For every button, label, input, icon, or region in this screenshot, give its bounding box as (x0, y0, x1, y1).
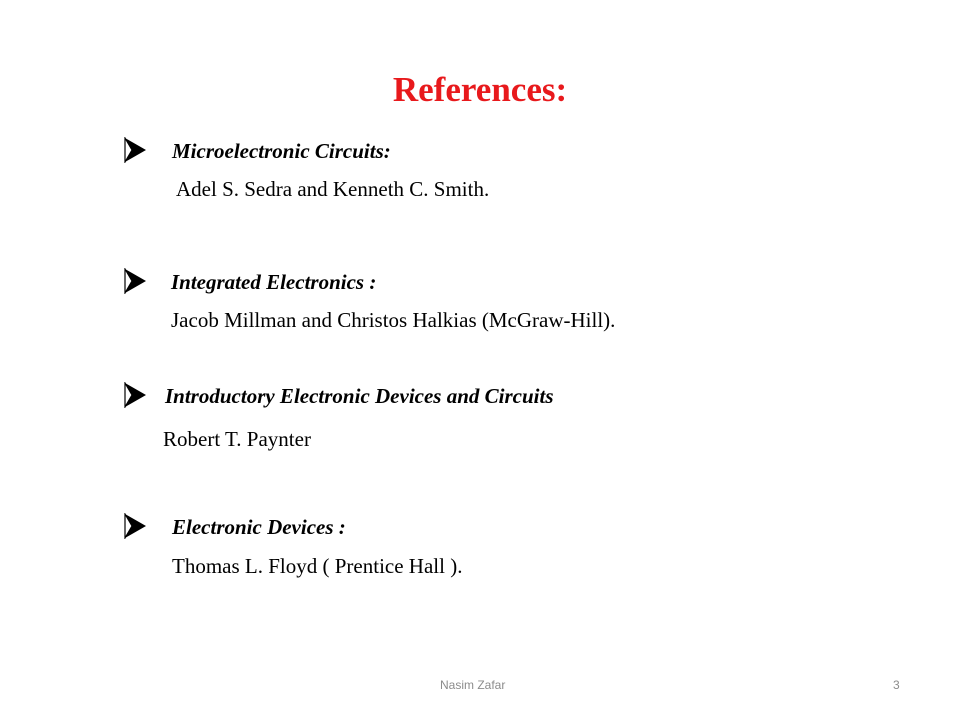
page-number: 3 (893, 678, 900, 692)
arrow-bullet-icon (124, 513, 148, 539)
reference-author: Thomas L. Floyd ( Prentice Hall ). (172, 554, 463, 578)
reference-title: Electronic Devices : (172, 515, 346, 539)
reference-title: Microelectronic Circuits: (172, 139, 391, 163)
reference-author: Robert T. Paynter (163, 427, 311, 451)
reference-title: Integrated Electronics : (171, 270, 377, 294)
footer-author: Nasim Zafar (440, 678, 506, 692)
arrow-bullet-icon (124, 382, 148, 408)
arrow-bullet-icon (124, 268, 148, 294)
reference-title: Introductory Electronic Devices and Circuits (165, 384, 554, 408)
reference-author: Jacob Millman and Christos Halkias (McGraw-Hill). (171, 308, 616, 332)
reference-author: Adel S. Sedra and Kenneth C. Smith. (176, 177, 490, 201)
slide-title: References: (392, 70, 568, 109)
arrow-bullet-icon (124, 137, 148, 163)
